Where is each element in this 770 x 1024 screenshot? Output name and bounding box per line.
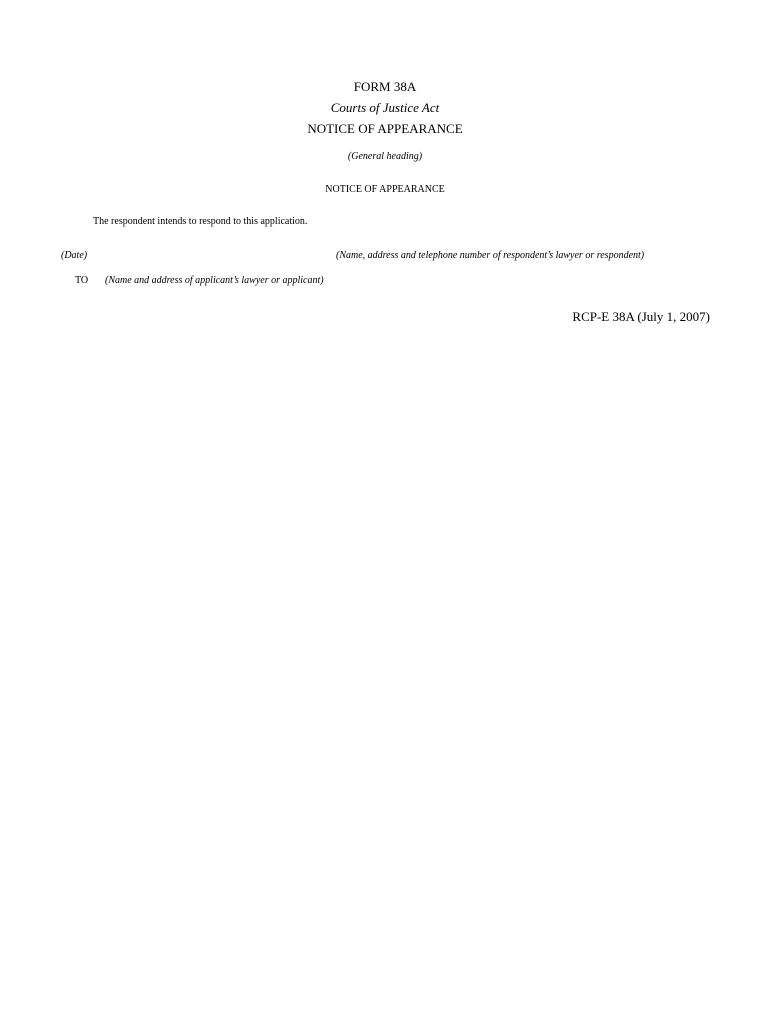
general-heading: (General heading) <box>347 151 423 162</box>
applicant-contact-label: (Name and address of applicant’s lawyer or applicant) <box>105 275 324 286</box>
to-label: TO <box>75 275 89 286</box>
notice-title: NOTICE OF APPEARANCE <box>325 184 445 195</box>
form-code: RCP-E 38A (July 1, 2007) <box>572 309 710 324</box>
date-label: (Date) <box>61 250 88 261</box>
act-name: Courts of Justice Act <box>330 100 440 115</box>
form-title: NOTICE OF APPEARANCE <box>307 121 463 136</box>
respondent-statement: The respondent intends to respond to this application. <box>93 216 308 227</box>
form-number: FORM 38A <box>353 79 417 94</box>
respondent-contact-label: (Name, address and telephone number of respondent’s lawyer or respondent) <box>336 250 645 261</box>
